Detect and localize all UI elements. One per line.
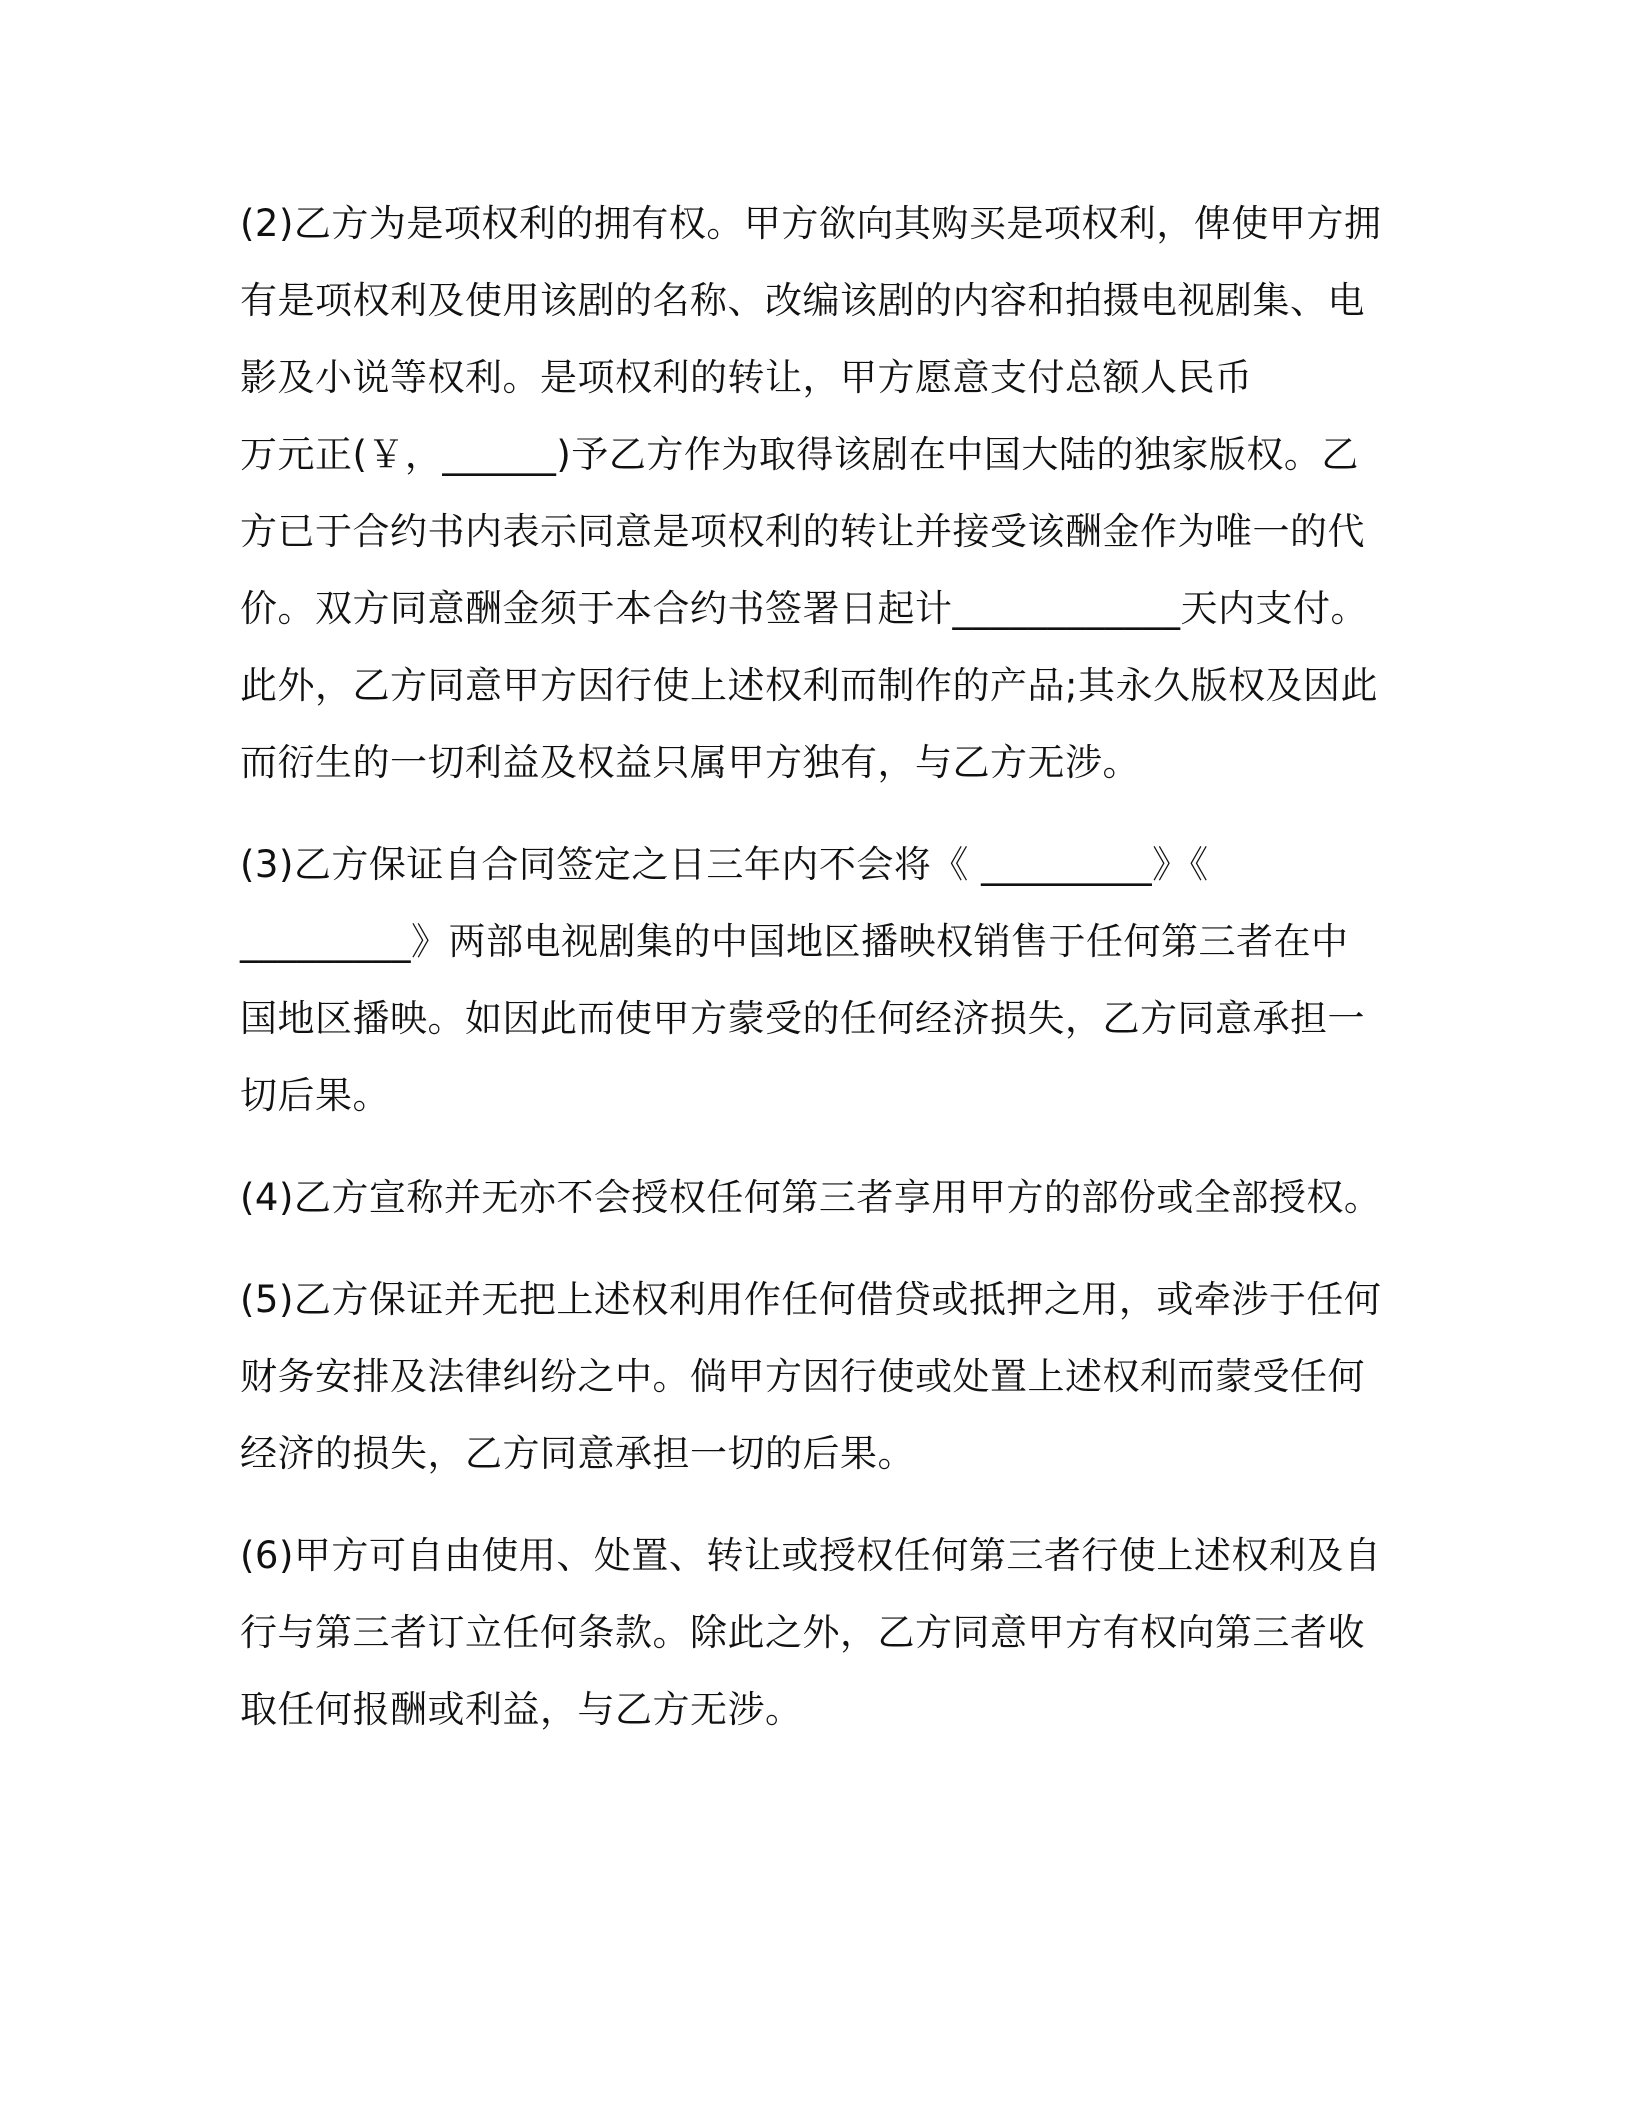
text-line: (5)乙方保证并无把上述权利用作任何借贷或抵押之用，或牵涉于任何 (240, 1278, 1382, 1321)
clause-2-paragraph (240, 185, 1380, 801)
text-line: 方已于合约书内表示同意是项权利的转让并接受该酬金作为唯一的代 (240, 510, 1365, 553)
text-line: 财务安排及法律纠纷之中。倘甲方因行使或处置上述权利而蒙受任何 (240, 1355, 1365, 1398)
text-line: (6)甲方可自由使用、处置、转让或授权任何第三者行使上述权利及自 (240, 1534, 1382, 1577)
text-line: 取任何报酬或利益，与乙方无涉。 (240, 1688, 803, 1731)
clause-3-paragraph (240, 826, 1380, 1134)
text-line: (4)乙方宣称并无亦不会授权任何第三者享用甲方的部份或全部授权。 (240, 1176, 1382, 1219)
clause-4-paragraph (240, 1159, 1380, 1236)
text-line: 国地区播映。如因此而使甲方蒙受的任何经济损失，乙方同意承担一 (240, 997, 1365, 1040)
text-line: 万元正(￥，______)予乙方作为取得该剧在中国大陆的独家版权。乙 (240, 433, 1359, 476)
text-line: 而衍生的一切利益及权益只属甲方独有，与乙方无涉。 (240, 741, 1140, 784)
clause-6-paragraph (240, 1517, 1380, 1748)
document-page (240, 185, 1380, 1773)
text-line: _________》两部电视剧集的中国地区播映权销售于任何第三者在中 (240, 920, 1349, 963)
text-line: 此外，乙方同意甲方因行使上述权利而制作的产品;其永久版权及因此 (240, 664, 1378, 707)
text-line: (2)乙方为是项权利的拥有权。甲方欲向其购买是项权利，俾使甲方拥 (240, 202, 1382, 245)
text-line: 有是项权利及使用该剧的名称、改编该剧的内容和拍摄电视剧集、电 (240, 279, 1365, 322)
clause-5-paragraph (240, 1261, 1380, 1492)
text-line: (3)乙方保证自合同签定之日三年内不会将《 _________》《 (240, 843, 1209, 886)
text-line: 切后果。 (240, 1074, 390, 1117)
text-line: 影及小说等权利。是项权利的转让，甲方愿意支付总额人民币 (240, 356, 1253, 399)
text-line: 价。双方同意酬金须于本合约书签署日起计____________天内支付。 (240, 587, 1368, 630)
text-line: 行与第三者订立任何条款。除此之外，乙方同意甲方有权向第三者收 (240, 1611, 1365, 1654)
text-line: 经济的损失，乙方同意承担一切的后果。 (240, 1432, 915, 1475)
